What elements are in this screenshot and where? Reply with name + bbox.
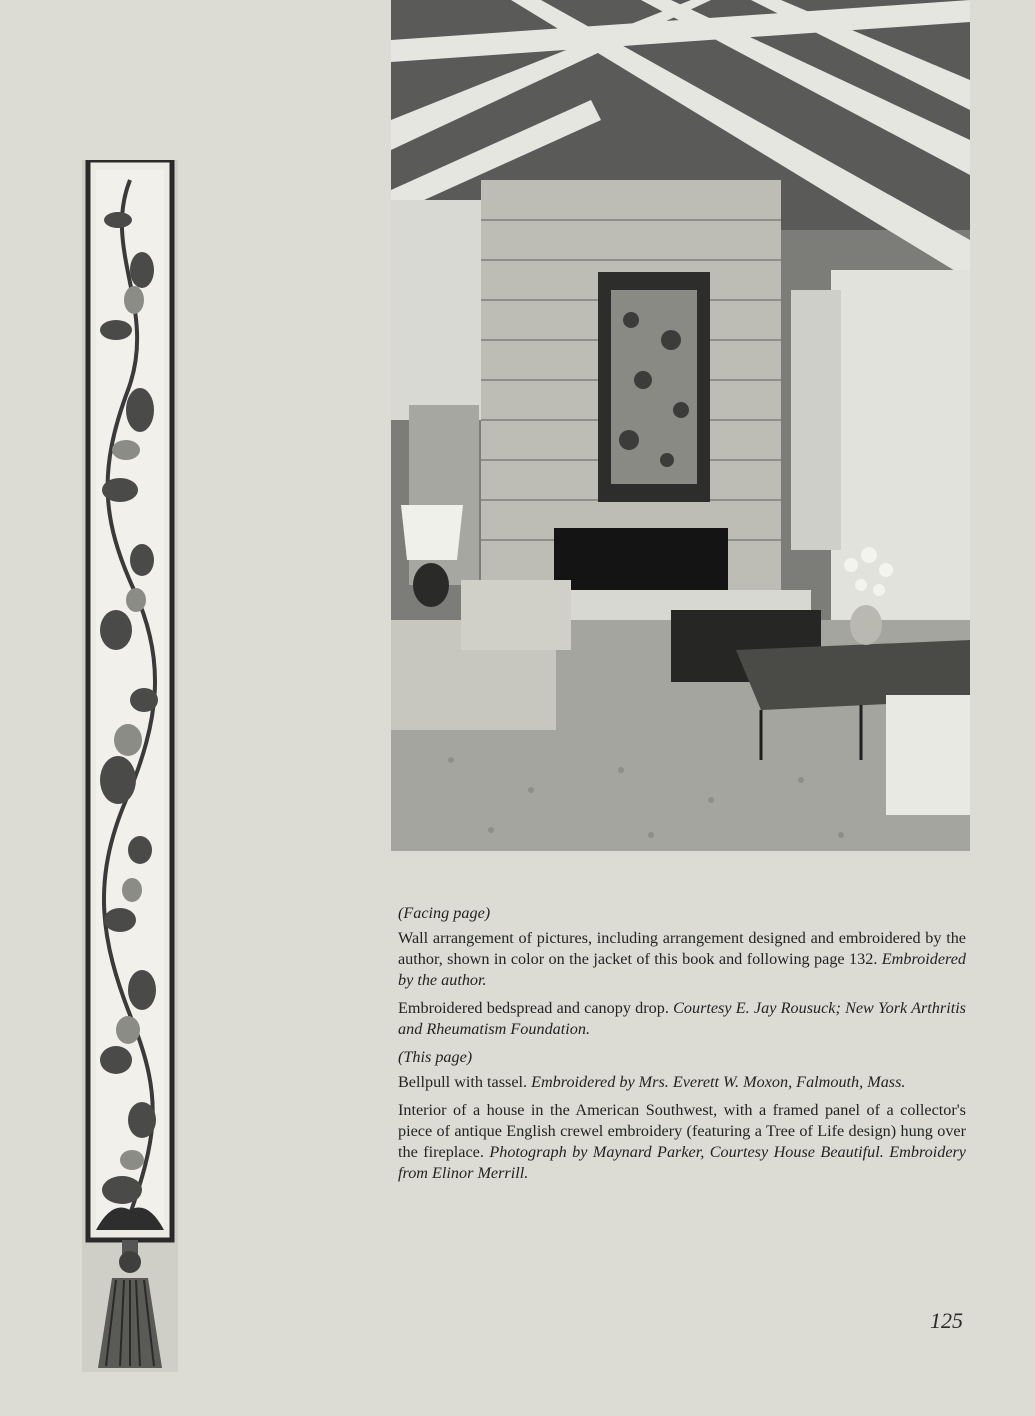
caption-credit: Courtesy E. Jay Rousuck; New York Arthritis and Rheumatism Foundation. — [398, 999, 966, 1038]
bellpull-photo — [82, 160, 178, 1372]
caption-credit: Photograph by Maynard Parker, Courtesy House Beautiful. Embroidery from Elinor Merrill. — [398, 1143, 966, 1182]
caption-interior — [398, 1100, 966, 1184]
caption-bellpull — [398, 1072, 966, 1093]
bellpull-illustration — [82, 160, 178, 1372]
caption-credit: Embroidered by the author. — [398, 950, 966, 989]
interior-photo — [391, 0, 970, 851]
page-number: 125 — [930, 1308, 963, 1333]
caption-wall-arrangement — [398, 928, 966, 991]
caption-text: Wall arrangement of pictures, including arrangement designed and embroidered by the author, shown in color on the jacket of this book and following page 132. — [398, 929, 966, 968]
caption-bedspread — [398, 998, 966, 1040]
this-page-heading: (This page) — [398, 1048, 473, 1066]
caption-block — [398, 903, 966, 1191]
interior-illustration — [391, 0, 970, 851]
caption-text: Embroidered bedspread and canopy drop. — [398, 999, 674, 1017]
caption-text: Bellpull with tassel. — [398, 1073, 532, 1091]
caption-text: Interior of a house in the American Southwest, with a framed panel of a collector's piece of antique English crewel embroidery (featuring a Tree of Life design) hung over the fireplace. — [398, 1101, 966, 1161]
facing-page-heading: (Facing page) — [398, 904, 491, 922]
caption-credit: Embroidered by Mrs. Everett W. Moxon, Falmouth, Mass. — [531, 1073, 906, 1091]
